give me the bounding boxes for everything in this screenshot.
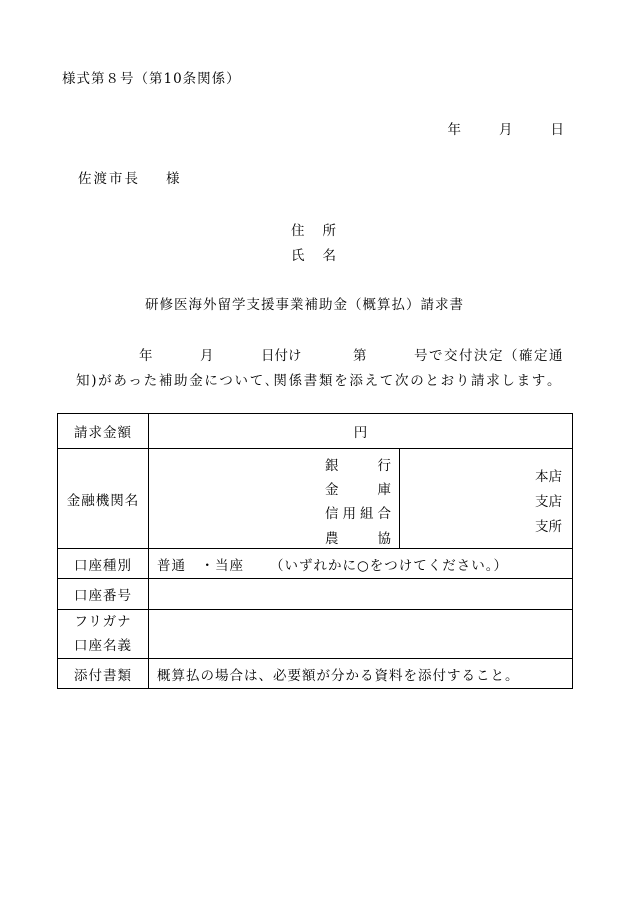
account-type-field[interactable] xyxy=(149,549,573,579)
amount-label: 請求金額 xyxy=(58,414,149,449)
body-day-dated: 日付け xyxy=(261,348,302,364)
account-type-options: 普通 ・当座 xyxy=(157,557,244,574)
branch-type-head-office: 本店 xyxy=(535,469,562,485)
addressee-name: 佐渡市長 xyxy=(78,171,140,187)
account-holder-label xyxy=(58,610,149,659)
date-month-label: 月 xyxy=(499,122,513,138)
bank-type-shinkin: 金 庫 xyxy=(325,482,391,498)
date-day-label: 日 xyxy=(550,122,564,138)
claim-table xyxy=(57,413,573,689)
account-type-label: 口座種別 xyxy=(58,549,149,579)
account-holder-field[interactable] xyxy=(149,610,573,659)
table-row-amount xyxy=(58,414,573,449)
addressee-honorific: 様 xyxy=(166,171,182,187)
account-number-label: 口座番号 xyxy=(58,579,149,610)
address-char-2: 所 xyxy=(322,223,336,239)
bank-field[interactable] xyxy=(149,449,573,549)
account-number-field[interactable] xyxy=(149,579,573,610)
date-year-label: 年 xyxy=(447,122,461,138)
account-holder-kana-label: フリガナ xyxy=(74,614,132,630)
bank-type-list xyxy=(149,449,400,548)
table-row-account-type xyxy=(58,549,573,579)
body-line-2: 知)があった補助金について､関係書類を添えて次のとおり請求します｡ xyxy=(76,373,556,389)
form-number: 様式第８号（第10条関係） xyxy=(62,71,241,87)
branch-type-sub-branch: 支所 xyxy=(535,519,562,535)
body-decision-text: 号で交付決定（確定通 xyxy=(414,348,564,364)
body-year: 年 xyxy=(139,348,153,364)
applicant-address-label xyxy=(291,219,336,239)
body-number-prefix: 第 xyxy=(353,348,367,364)
bank-type-agricultural-coop: 農 協 xyxy=(325,531,391,547)
amount-field[interactable] xyxy=(149,414,573,449)
amount-unit: 円 xyxy=(353,425,368,441)
name-char-2: 名 xyxy=(322,248,336,264)
addressee xyxy=(78,167,182,187)
applicant-name-label xyxy=(291,244,336,264)
branch-type-list xyxy=(400,449,572,548)
date-line xyxy=(448,118,565,138)
document-title: 研修医海外留学支援事業補助金（概算払）請求書 xyxy=(145,297,464,313)
bank-type-credit-union: 信用組合 xyxy=(325,506,391,522)
table-row-account-holder xyxy=(58,610,573,659)
bank-label: 金融機関名 xyxy=(58,449,149,549)
table-row-bank xyxy=(58,449,573,549)
name-char-1: 氏 xyxy=(291,248,305,264)
attachments-note: 概算払の場合は、必要額が分かる資料を添付すること。 xyxy=(149,659,573,689)
account-type-note: （いずれかに○をつけてください。） xyxy=(270,557,509,574)
bank-type-bank: 銀 行 xyxy=(325,458,391,474)
table-row-attachments xyxy=(58,659,573,689)
account-holder-name-label: 口座名義 xyxy=(74,638,132,654)
branch-type-branch: 支店 xyxy=(535,494,562,510)
body-month: 月 xyxy=(200,348,214,364)
table-row-account-number xyxy=(58,579,573,610)
attachments-label: 添付書類 xyxy=(58,659,149,689)
address-char-1: 住 xyxy=(291,223,305,239)
